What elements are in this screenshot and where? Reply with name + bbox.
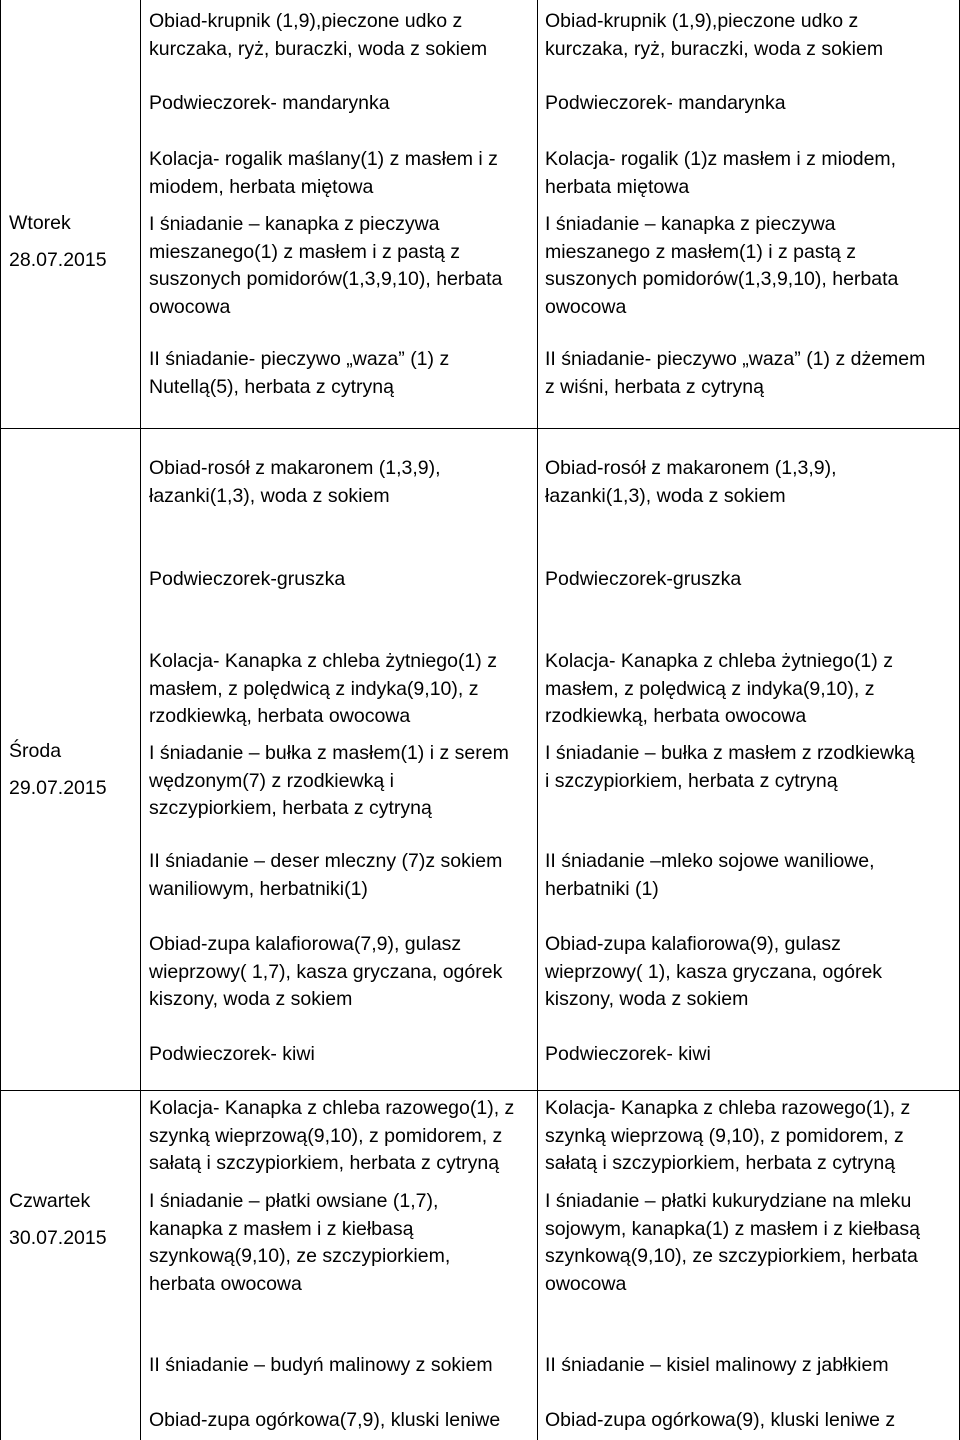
col1-podwieczorek-wednesday: Podwieczorek-gruszka [149,568,346,590]
column-divider-1 [140,0,141,1440]
col1-sniadanie1-wednesday: I śniadanie – bułka z masłem(1) i z serem wędzonym(7) z rzodkiewką i szczypiorkiem, herbata z cytryną [149,742,509,819]
col1-sniadanie2-thursday: II śniadanie – budyń malinowy z sokiem [149,1354,493,1376]
day-name: Czwartek [9,1190,91,1212]
col2-obiad-thursday: Obiad-zupa kalafiorowa(9), gulasz wieprzowy( 1), kasza gryczana, ogórek kiszony, woda z sokiem [545,933,883,1010]
day-date: 30.07.2015 [9,1226,107,1249]
col1-obiad-thursday: Obiad-zupa kalafiorowa(7,9), gulasz wieprzowy( 1,7), kasza gryczana, ogórek kiszony, woda z sokiem [149,933,503,1010]
col1-sniadanie1-thursday: I śniadanie – płatki owsiane (1,7), kanapka z masłem i z kiełbasą szynkową(9,10), ze szczypiorkiem, herbata owocowa [149,1190,451,1295]
col1-kolacja-wednesday: Kolacja- Kanapka z chleba żytniego(1) z masłem, z polędwicą z indyka(9,10), z rzodkiewką, herbata owocowa [149,650,497,727]
day-date: 28.07.2015 [9,248,107,271]
col1-sniadanie2-tuesday: II śniadanie- pieczywo „waza” (1) z Nutellą(5), herbata z cytryną [149,348,450,398]
col2-kolacja-tuesday: Kolacja- rogalik (1)z masłem i z miodem, herbata miętowa [545,148,897,198]
col2-kolacja-wednesday: Kolacja- Kanapka z chleba żytniego(1) z masłem, z polędwicą z indyka(9,10), z rzodkiewką, herbata owocowa [545,650,893,727]
col2-sniadanie1-tuesday: I śniadanie – kanapka z pieczywa mieszanego z masłem(1) i z pastą z suszonych pomidorów(1,3,9,10), herbata owocowa [545,213,899,318]
col2-kolacja-thursday: Kolacja- Kanapka z chleba razowego(1), z szynką wieprzową (9,10), z pomidorem, z sałatą i szczypiorkiem, herbata z cytryną [545,1097,911,1174]
col1-obiad-tuesday: Obiad-krupnik (1,9),pieczone udko z kurczaka, ryż, buraczki, woda z sokiem [149,10,488,60]
col1-sniadanie1-tuesday: I śniadanie – kanapka z pieczywa mieszanego(1) z masłem i z pastą z suszonych pomidorów(1,3,9,10), herbata owocowa [149,213,503,318]
col1-obiad-wednesday: Obiad-rosół z makaronem (1,3,9), łazanki(1,3), woda z sokiem [149,457,441,507]
col1-sniadanie2-wednesday: II śniadanie – deser mleczny (7)z sokiem waniliowym, herbatniki(1) [149,850,503,900]
col2-sniadanie1-wednesday: I śniadanie – bułka z masłem z rzodkiewką i szczypiorkiem, herbata z cytryną [545,742,915,792]
day-name: Wtorek [9,212,71,234]
col1-obiad-friday: Obiad-zupa ogórkowa(7,9), kluski leniwe [149,1409,501,1431]
day-wednesday [9,738,137,802]
col2-obiad-tuesday: Obiad-krupnik (1,9),pieczone udko z kurczaka, ryż, buraczki, woda z sokiem [545,10,884,60]
col2-podwieczorek-thursday: Podwieczorek- kiwi [545,1043,711,1065]
col2-obiad-friday: Obiad-zupa ogórkowa(9), kluski leniwe z [545,1409,896,1431]
day-thursday [9,1188,137,1252]
row-divider-2 [0,1090,960,1091]
col2-sniadanie1-thursday: I śniadanie – płatki kukurydziane na mleku sojowym, kanapka(1) z masłem i z kiełbasą szynkową(9,10), ze szczypiorkiem, herbata owocowa [545,1190,920,1295]
col2-sniadanie2-tuesday: II śniadanie- pieczywo „waza” (1) z dżemem z wiśni, herbata z cytryną [545,348,926,398]
col1-kolacja-thursday: Kolacja- Kanapka z chleba razowego(1), z szynką wieprzową(9,10), z pomidorem, z sałatą i szczypiorkiem, herbata z cytryną [149,1097,515,1174]
col1-kolacja-tuesday: Kolacja- rogalik maślany(1) z masłem i z miodem, herbata miętowa [149,148,498,198]
col1-podwieczorek-thursday: Podwieczorek- kiwi [149,1043,315,1065]
row-divider-1 [0,428,960,429]
day-date: 29.07.2015 [9,776,107,799]
col2-podwieczorek-wednesday: Podwieczorek-gruszka [545,568,742,590]
day-tuesday [9,210,137,274]
day-name: Środa [9,740,62,762]
col1-podwieczorek-tuesday: Podwieczorek- mandarynka [149,92,390,114]
column-divider-2 [537,0,538,1440]
col2-podwieczorek-tuesday: Podwieczorek- mandarynka [545,92,786,114]
table-border-left [0,0,1,1440]
col2-sniadanie2-thursday: II śniadanie – kisiel malinowy z jabłkiem [545,1354,889,1376]
col2-sniadanie2-wednesday: II śniadanie –mleko sojowe waniliowe, herbatniki (1) [545,850,875,900]
col2-obiad-wednesday: Obiad-rosół z makaronem (1,3,9), łazanki(1,3), woda z sokiem [545,457,837,507]
